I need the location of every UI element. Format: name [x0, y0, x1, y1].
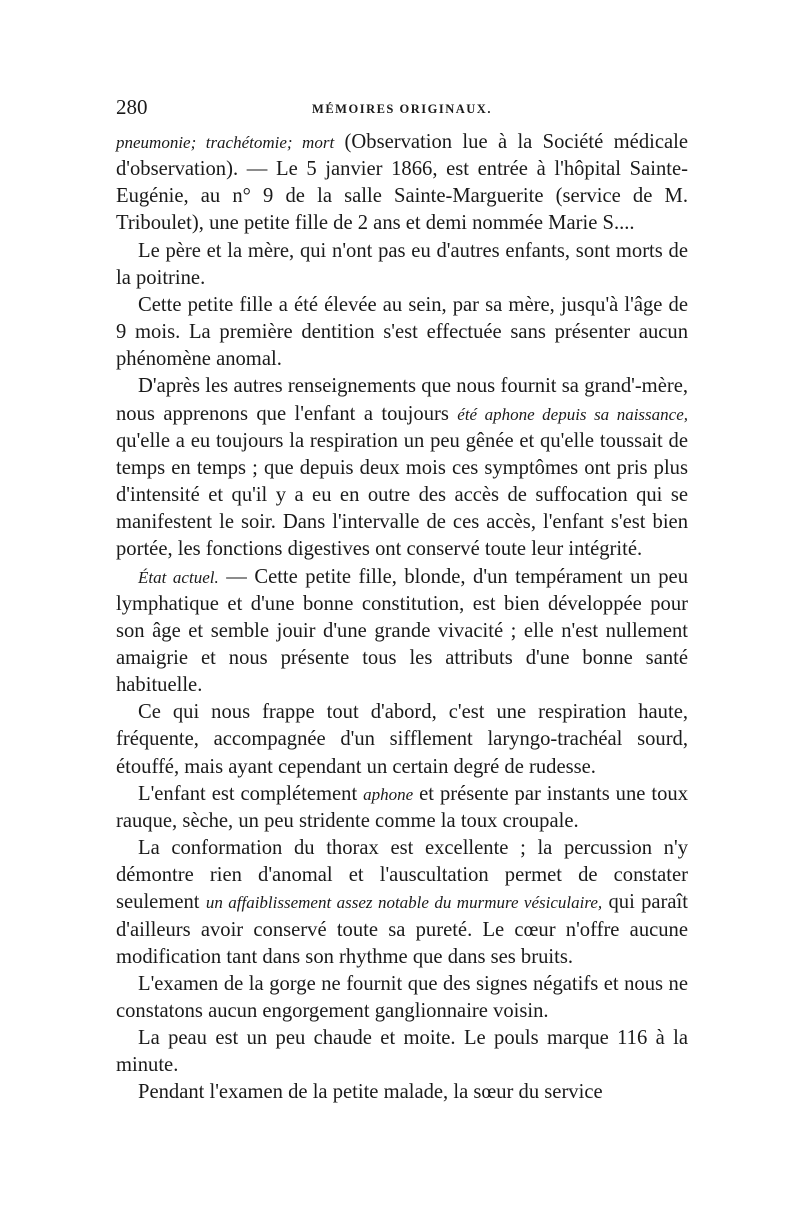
paragraph-text: qu'elle a eu toujours la respiration un peu gênée et qu'elle toussait de temps en temps ; que depuis deux mois ces symptômes ont pris plus d'intensité et qu'il y a eu en outre des accès de suffocation qui se manifestent le soir. Dans l'intervalle de ces accès, l'enfant s'est bien portée, les fonctions digestives ont conservé toute leur intégrité. [116, 429, 688, 561]
italic-phrase: aphone [363, 784, 414, 804]
paragraph-text: La peau est un peu chaude et moite. Le pouls marque 116 à la minute. [116, 1027, 688, 1077]
paragraph [116, 238, 688, 292]
paragraph-text: L'enfant est complétement [138, 782, 364, 805]
page-number: 280 [116, 95, 148, 119]
section-heading-italic: État actuel. [138, 567, 219, 587]
paragraph-text: et présente par instants une toux rauque, sèche, un peu stridente comme la toux croupale. [116, 782, 688, 832]
paragraph-text: Le père et la mère, qui n'ont pas eu d'autres enfants, sont morts de la poitrine. [116, 239, 688, 289]
italic-phrase: un affaiblissement assez notable du murmure vésiculaire, [205, 893, 603, 913]
paragraph [116, 835, 688, 971]
paragraph [116, 129, 688, 238]
paragraph-text: Ce qui nous frappe tout d'abord, c'est une respiration haute, fréquente, accompagnée d'un sifflement laryngo-trachéal sourd, étouffé, mais ayant cependant un certain degré de rudesse. [116, 701, 688, 778]
running-head [116, 95, 688, 129]
paragraph [116, 971, 688, 1025]
italic-phrase: pneumonie; trachétomie; mort [116, 133, 335, 152]
paragraph [116, 781, 688, 835]
paragraph [116, 1025, 688, 1079]
paragraph [116, 699, 688, 780]
paragraph [116, 373, 688, 563]
book-page [116, 95, 688, 1107]
paragraph-text: La conformation du thorax est excellente ; la percussion n'y démontre rien d'anomal et l'auscultation permet de constater seulement [116, 837, 688, 914]
paragraph-text: Pendant l'examen de la petite malade, la sœur du service [138, 1081, 603, 1104]
paragraph-text: L'examen de la gorge ne fournit que des signes négatifs et nous ne constatons aucun engorgement ganglionnaire voisin. [116, 972, 688, 1022]
paragraph-text: Cette petite fille a été élevée au sein, par sa mère, jusqu'à l'âge de 9 mois. La première dentition s'est effectuée sans présenter aucun phénomène anomal. [116, 293, 688, 371]
paragraph-text: (Observation lue à la Société médicale d'observation). — Le 5 janvier 1866, est entrée à l'hôpital Sainte-Eugénie, au n° 9 de la salle Sainte-Marguerite (service de M. Triboulet), une petite fille de 2 ans et demi nommée Marie S.... [116, 131, 688, 235]
paragraph-text: qui paraît d'ailleurs avoir conservé toute sa pureté. Le cœur n'offre aucune modification tant dans son rhythme que dans ses bruits. [116, 891, 688, 968]
body-text [116, 129, 688, 1107]
paragraph-text: D'après les autres renseignements que nous fournit sa grand'-mère, nous apprenons que l'enfant a toujours [116, 375, 688, 425]
running-title: MÉMOIRES ORIGINAUX. [312, 102, 492, 116]
paragraph [116, 564, 688, 700]
paragraph-text: — Cette petite fille, blonde, d'un tempérament un peu lymphatique et d'une bonne constitution, est bien développée pour son âge et semble jouir d'une grande vivacité ; elle n'est nullement amaigrie et nous présente tous les attributs d'une bonne santé habituelle. [116, 565, 688, 697]
paragraph [116, 1079, 688, 1106]
paragraph [116, 292, 688, 373]
italic-phrase: été aphone depuis sa naissance, [457, 404, 688, 424]
